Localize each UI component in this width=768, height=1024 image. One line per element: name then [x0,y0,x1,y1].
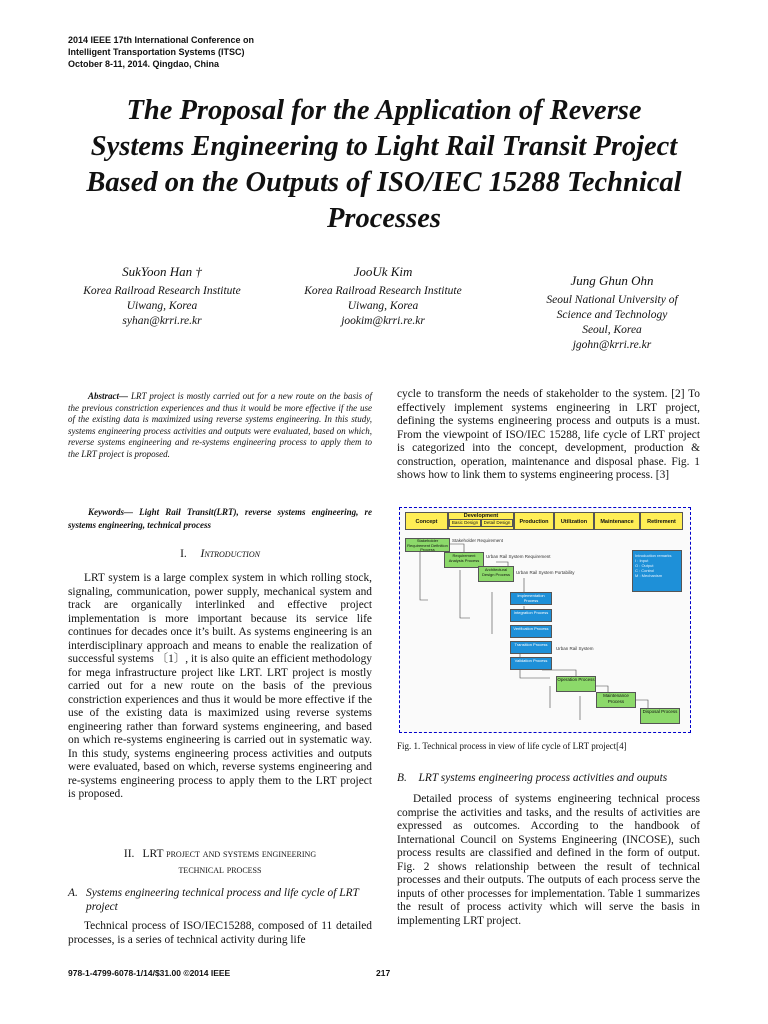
process-integration: Integration Process [510,609,552,622]
flow-label-portability: Urban Rail System Portability [516,570,575,575]
phase-utilization: Utilization [554,512,594,530]
page-number: 217 [376,968,391,978]
process-implementation: Implementation Process [510,592,552,605]
subphase-basic-design: Basic Design [449,519,481,527]
author-email: jgohn@krri.re.kr [572,339,652,351]
section-2-title-1: LRT project and systems engineering [142,848,317,860]
author-email: jookim@krri.re.kr [341,315,425,327]
abstract-label: Abstract— [88,391,129,401]
section-2-number: II. [123,848,135,860]
title-line-4: Processes [327,203,441,234]
process-stakeholder-requirement: Stakeholder Requirement Definition Process [405,538,450,552]
legend-item: M : Mechanism [635,573,663,578]
author-name: JooUk Kim [353,264,413,279]
abstract [68,391,372,461]
title-line-3: Based on the Outputs of ISO/IEC 15288 Technical [86,167,682,198]
author-affiliation: Seoul National University of [546,294,678,306]
process-requirement-analysis: Requirement Analysis Process [444,552,484,568]
subsection-a-label: A. [68,887,78,899]
figure-1-caption: Fig. 1. Technical process in view of life cycle of LRT project[4] [397,741,627,751]
section-2-title-2: technical process [178,864,262,876]
right-paragraph-2: Detailed process of systems engineering technical process comprise the activities and tasks, and the results of activities are expressed as outcomes. According to the handbook of International Council on Systems Engineering (INCOSE), such process results are classified and defined in the form of output. Fig. 2 shows relationship between the result of technical processes and their outputs. The outputs of each process serve the inputs of other processes for implementation. Table 1 summarizes the result of process activity which will serve the basis in implementing LRT project. [397,793,700,927]
legend-item: O : Output [635,563,654,568]
process-verification: Verification Process [510,625,552,638]
conference-header [68,34,368,70]
process-architectural-design: Architectural Design Process [478,566,514,582]
figure-1 [399,507,691,733]
subsection-b-title: LRT systems engineering process activities and ouputs [418,772,668,784]
process-operation: Operation Process [556,676,596,692]
subphase-detail-design: Detail Design [481,519,513,527]
flow-label-requirement: Urban Rail System Requirement [486,554,551,559]
author-affiliation: Korea Railroad Research Institute [304,285,462,297]
section-2-paragraph: Technical process of ISO/IEC15288, composed of 11 detailed processes, is a series of technical activity during life [68,920,372,946]
subsection-b-heading [397,771,700,785]
author-email: syhan@krri.re.kr [122,315,202,327]
process-disposal: Disposal Process [640,708,680,724]
subsection-b-label: B. [397,772,407,784]
author-name: SukYoon Han † [122,264,202,279]
author-block-3 [512,273,712,353]
section-1-heading [68,548,372,560]
phase-production: Production [514,512,554,530]
right-column-bottom [397,793,700,928]
paper-title [40,93,728,237]
legend-item: I : Input [635,558,649,563]
phase-concept: Concept [405,512,448,530]
right-paragraph-1: cycle to transform the needs of stakeholder to the system. [2] To effectively implement systems engineering in LRT project, defining the systems engineering process and outputs is a must. From the viewpoint of ISO/IEC 15288, life cycle of LRT project is categorized into the concept, development, production & construction, operation, maintenance and disposal phase. Fig. 1 shows how to link them to systems engineering process. [3] [397,388,700,481]
author-block-2 [283,264,483,329]
author-location: Uiwang, Korea [347,300,419,312]
legend-box [632,550,682,592]
author-affiliation: Korea Railroad Research Institute [83,285,241,297]
author-name: Jung Ghun Ohn [570,273,654,288]
conference-line-2: Intelligent Transportation Systems (ITSC) [68,47,245,57]
subsection-a-title: Systems engineering technical process and life cycle of LRT project [86,887,359,913]
abstract-text: LRT project is mostly carried out for a new route on the basis of the previous constriction experiences and thus it would be more effective if the use of the existing data is maximized using reverse systems engineering. In this study, systems engineering process activities and outputs were evaluated, based on which, reverse systems engineering and re-systems engineering process to apply them to the LRT project is proposed. [68,391,372,459]
phase-development: Development [463,513,499,519]
keywords-text: Keywords— Light Rail Transit(LRT), reverse systems engineering, re systems engineering, technical process [68,507,372,530]
subsection-a-heading [68,886,372,914]
legend-item: C : Control [635,568,655,573]
phase-maintenance: Maintenance [594,512,640,530]
author-location: Seoul, Korea [582,324,642,336]
flow-label-stakeholder: Stakeholder Requirement [452,538,504,543]
section-1-paragraph: LRT system is a large complex system in which rolling stock, signaling, communication, power supply, mechanical system and track are organically interlinked and effective project implementation is more important because its service life continues for decades once it’s built. As systems engineering is an interdisciplinary approach and means to enable the realization of successful systems 〔1〕, it is also quite an efficient methodology for mega infrastructure project like LRT. LRT project is mostly carried out for a new route on the basis of the previous constriction experiences and thus it would be more effective if the use of the existing data is maximized using reverse systems engineering rather than forward systems engineering, and based on which re-systems engineering is carried out in systematic way. In this study, systems engineering process activities and outputs were evaluated, based on which, reverse systems engineering and re-systems engineering process to apply them to the LRT project is proposed. [68,572,372,800]
legend-title: Introduction remarks [635,553,672,558]
section-1-title: Introduction [200,548,260,560]
process-validation: Validation Process [510,657,552,670]
section-2-heading [68,846,372,878]
author-affiliation-2: Science and Technology [556,309,668,321]
footer-copyright: 978-1-4799-6078-1/14/$31.00 ©2014 IEEE [68,968,231,978]
conference-line-3: October 8-11, 2014. Qingdao, China [68,59,220,69]
right-column-top [397,388,700,483]
flow-label-system: Urban Rail System [556,646,594,651]
author-block-1 [62,264,262,329]
conference-line-1: 2014 IEEE 17th International Conference on [68,35,255,45]
process-maintenance: Maintenance Process [596,692,636,708]
title-line-1: The Proposal for the Application of Reverse [126,95,642,126]
section-1-body [68,572,372,802]
author-location: Uiwang, Korea [126,300,198,312]
process-transition: Transition Process [510,641,552,654]
section-1-number: I. [180,548,187,560]
keywords [68,506,372,531]
phase-retirement: Retirement [640,512,683,530]
section-2-body [68,920,372,947]
title-line-2: Systems Engineering to Light Rail Transit Project [90,131,678,162]
